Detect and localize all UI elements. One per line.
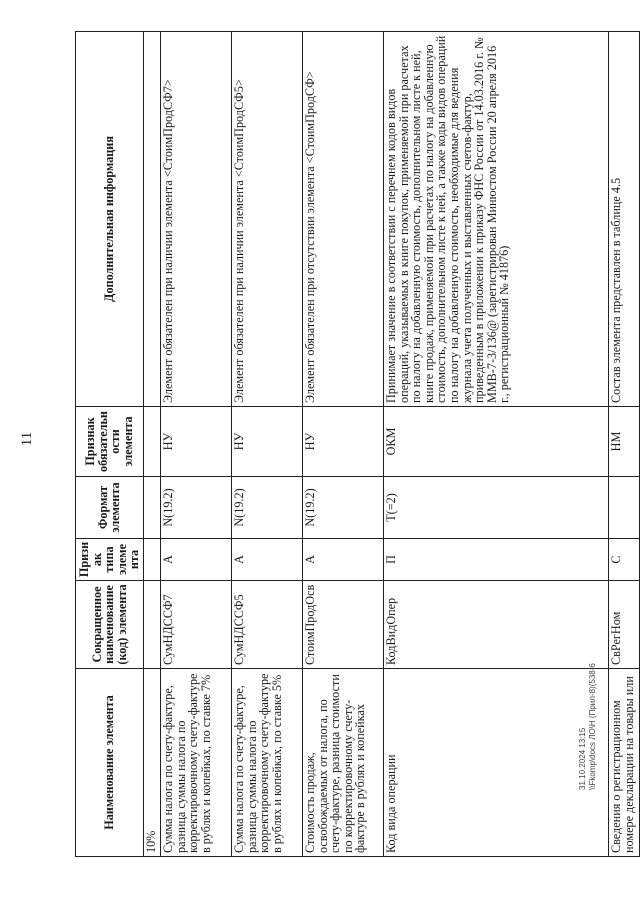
- cell-info: Элемент обязателен при наличии элемента <СтоимПродСФ5>: [231, 32, 302, 407]
- header-type: Признак типа элемента: [76, 539, 144, 581]
- cell-name: Сумма налога по счету-фактуре, разница суммы налога по корректировочному счету-фактуре в рублях и копейках, по ставке 7%: [160, 669, 231, 857]
- print-file-path: \\Fkomp\docs ЛО\Н (Прил-8)(538-6: [588, 663, 597, 790]
- cell-format: N(19.2): [302, 477, 383, 539]
- cell-required: НУ: [160, 407, 231, 477]
- elements-table: [75, 31, 640, 857]
- cell-code: СумНДССФ7: [160, 581, 231, 669]
- cell-required: ОКМ: [383, 407, 608, 477]
- cell-name: 10%: [143, 669, 160, 857]
- header-info: Дополнительная информация: [76, 32, 144, 407]
- cell-format: [143, 477, 160, 539]
- header-format: Формат элемента: [76, 477, 144, 539]
- rotated-page-content: [75, 32, 636, 857]
- print-footer: [578, 663, 598, 790]
- cell-code: СвРегНом: [608, 581, 639, 669]
- cell-info: Элемент обязателен при наличии элемента <СтоимПродСФ7>: [160, 32, 231, 407]
- cell-name: Сумма налога по счету-фактуре, разница суммы налога по корректировочному счету-фактуре в рублях и копейках, по ставке 5%: [231, 669, 302, 857]
- table-row: [160, 32, 231, 857]
- cell-type: А: [231, 539, 302, 581]
- table-row: [231, 32, 302, 857]
- cell-required: НУ: [231, 407, 302, 477]
- table-row-continued: [143, 32, 160, 857]
- cell-type: С: [608, 539, 639, 581]
- cell-info: Состав элемента представлен в таблице 4.5: [608, 32, 639, 407]
- cell-format: [608, 477, 639, 539]
- cell-required: [143, 407, 160, 477]
- cell-type: [143, 539, 160, 581]
- cell-type: А: [302, 539, 383, 581]
- cell-info: [143, 32, 160, 407]
- header-code: Сокращенное наименование (код) элемента: [76, 581, 144, 669]
- cell-code: КодВидОпер: [383, 581, 608, 669]
- cell-name: Сведения о регистрационном номере декларации на товары или: [608, 669, 639, 857]
- table-row: [302, 32, 383, 857]
- table-row: [608, 32, 639, 857]
- cell-type: А: [160, 539, 231, 581]
- cell-code: СтоимПродОсв: [302, 581, 383, 669]
- cell-info: Элемент обязателен при отсутствии элемента <СтоимПродСФ>: [302, 32, 383, 407]
- header-name: Наименование элемента: [76, 669, 144, 857]
- print-timestamp: 31.10.2024 13:15: [578, 727, 587, 790]
- cell-code: СумНДССФ5: [231, 581, 302, 669]
- cell-required: НМ: [608, 407, 639, 477]
- cell-name: Код вида операции: [383, 669, 608, 857]
- cell-format: N(19.2): [231, 477, 302, 539]
- cell-type: П: [383, 539, 608, 581]
- table-row: [383, 32, 608, 857]
- page-number: 11: [19, 431, 35, 447]
- cell-format: N(19.2): [160, 477, 231, 539]
- cell-name: Стоимость продаж, освобождаемых от налога, по счету-фактуре, разница стоимости по корректировочному счету-фактуре в рублях и копейках: [302, 669, 383, 857]
- table-header-row: [76, 32, 144, 857]
- cell-code: [143, 581, 160, 669]
- cell-format: T(=2): [383, 477, 608, 539]
- header-required: Признак обязательности элемента: [76, 407, 144, 477]
- cell-required: НУ: [302, 407, 383, 477]
- cell-info: Принимает значение в соответствии с перечнем кодов видов операций, указываемых в книге покупок, применяемой при расчетах по налогу на добавленную стоимость, дополнительном листе к ней, книге продаж, применяемой при расчетах по налогу на добавленную стоимость, дополнительном листе к ней, а также коды видов операций по налогу на добавленную стоимость, необходимые для ведения журнала учета полученных и выставленных счетов-фактур, приведенным в приложении к приказу ФНС России от 14.03.2016 г. № ММВ-7-3/136@ (зарегистрирован Минюстом России 20 апреля 2016 г., регистрационный № 41876): [383, 32, 608, 407]
